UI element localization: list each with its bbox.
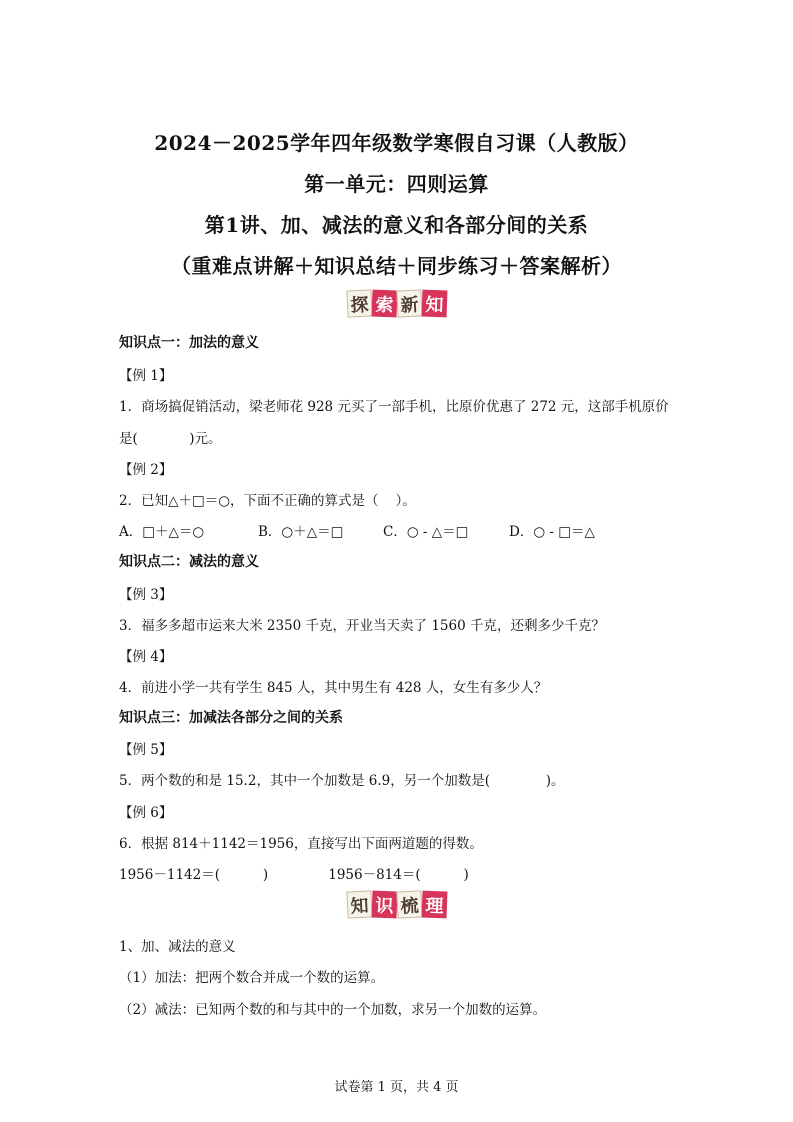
- choice-d: D．○ - □＝△: [509, 524, 595, 540]
- banner-char: 索: [371, 290, 397, 318]
- section-heading: 知识点二：减法的意义: [119, 554, 259, 570]
- summary-heading: 1、加、减法的意义: [119, 939, 236, 955]
- example-label: 【例 2】: [119, 462, 173, 478]
- banner-char: 梳: [396, 890, 422, 918]
- section-heading: 知识点一：加法的意义: [119, 335, 259, 351]
- question-text: 是( )元。: [119, 431, 222, 447]
- banner-char: 探: [346, 289, 372, 317]
- knowledge-summary-banner: [0, 891, 793, 918]
- question-text: 2．已知△＋□＝○，下面不正确的算式是（ ）。: [119, 493, 416, 509]
- banner-char: 知: [346, 890, 372, 918]
- section-heading: 知识点三：加减法各部分之间的关系: [119, 710, 343, 726]
- document-title: 2024－2025学年四年级数学寒假自习课（人教版）: [154, 131, 639, 155]
- unit-title: 第一单元：四则运算: [304, 172, 489, 196]
- question-text: 6．根据 814＋1142＝1956，直接写出下面两道题的得数。: [119, 836, 483, 852]
- choice-b: B．○＋△＝□: [258, 524, 344, 540]
- choice-a: A．□＋△＝○: [119, 524, 205, 540]
- banner-char: 理: [421, 891, 447, 919]
- banner-char: 知: [421, 290, 447, 318]
- choice-c: C．○ - △＝□: [383, 524, 469, 540]
- question-text: 4．前进小学一共有学生 845 人，其中男生有 428 人，女生有多少人？: [119, 680, 548, 696]
- equation-blanks: 1956－1142＝( ) 1956－814＝( ): [119, 867, 469, 883]
- example-label: 【例 3】: [119, 587, 173, 603]
- banner-char: 识: [371, 891, 397, 919]
- example-label: 【例 6】: [119, 805, 173, 821]
- lesson-title: 第1讲、加、减法的意义和各部分间的关系: [204, 213, 589, 237]
- summary-item: （1）加法：把两个数合并成一个数的运算。: [119, 970, 385, 986]
- example-label: 【例 4】: [119, 649, 173, 665]
- banner-char: 新: [396, 289, 422, 317]
- question-text: 3．福多多超市运来大米 2350 千克，开业当天卖了 1560 千克，还剩多少千克？: [119, 618, 605, 634]
- example-label: 【例 1】: [119, 368, 173, 384]
- question-text: 1．商场搞促销活动，梁老师花 928 元买了一部手机，比原价优惠了 272 元，这部手机原价: [119, 399, 669, 415]
- summary-item: （2）减法：已知两个数的和与其中的一个加数，求另一个加数的运算。: [119, 1002, 547, 1018]
- page-footer: 试卷第 1 页，共 4 页: [334, 1080, 459, 1095]
- answer-choices: [119, 520, 595, 540]
- question-text: 5．两个数的和是 15.2，其中一个加数是 6.9，另一个加数是( )。: [119, 773, 565, 789]
- explore-new-knowledge-banner: [0, 290, 793, 317]
- example-label: 【例 5】: [119, 742, 173, 758]
- lesson-subtitle: （重难点讲解＋知识总结＋同步练习＋答案解析）: [171, 254, 622, 278]
